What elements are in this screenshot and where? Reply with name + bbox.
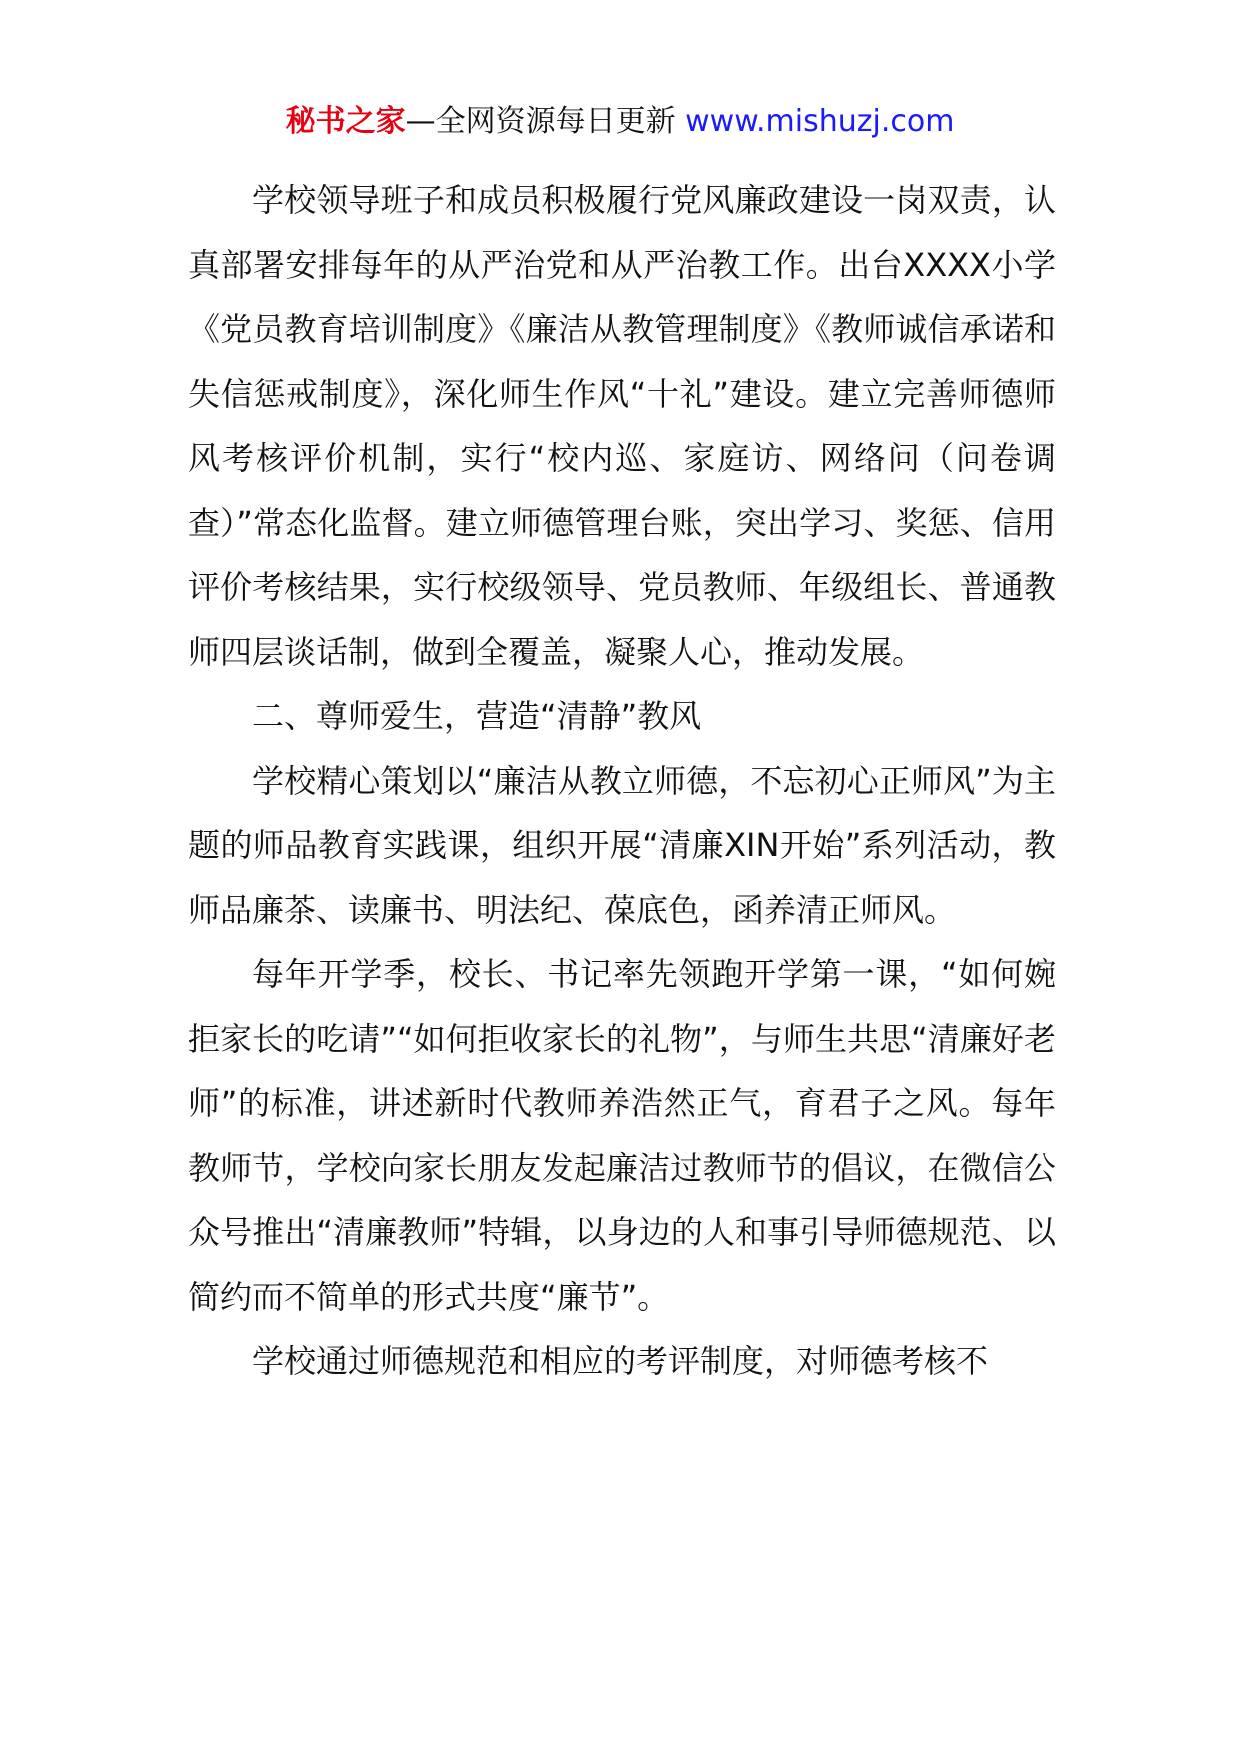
page-header — [0, 100, 1240, 144]
paragraph-evaluation: 学校通过师德规范和相应的考评制度，对师德考核不 — [252, 1342, 989, 1380]
site-brand: 秘书之家 — [285, 104, 406, 139]
paragraph-school-season: 每年开学季，校长、书记率先领跑开学第一课，“如何婉拒家长的吃请”“如何拒收家长的礼物”，与师生共思“清廉好老师”的标准，讲述新时代教师养浩然正气，育君子之风。每年教师节，学校向家长朋友发起廉洁过教师节的倡议，在微信公众号推出“清廉教师”特辑，以身边的人和事引导师德规范、以简约而不简单的形式共度“廉节”。 — [188, 955, 1056, 1316]
paragraph-activities: 学校精心策划以“廉洁从教立师德，不忘初心正师风”为主题的师品教育实践课，组织开展“清廉XIN开始”系列活动，教师品廉茶、读廉书、明法纪、葆底色，函养清正师风。 — [188, 761, 1056, 929]
document-body — [188, 168, 1056, 1394]
section-heading: 二、尊师爱生，营造“清静”教风 — [252, 697, 702, 735]
site-slogan: —全网资源每日更新 — [405, 104, 676, 139]
paragraph-leadership: 学校领导班子和成员积极履行党风廉政建设一岗双责，认真部署安排每年的从严治党和从严治教工作。出台XXXX小学《党员教育培训制度》《廉洁从教管理制度》《教师诚信承诺和失信惩戒制度》，深化师生作风“十礼”建设。建立完善师德师风考核评价机制，实行“校内巡、家庭访、网络问（问卷调查）”常态化监督。建立师德管理台账，突出学习、奖惩、信用评价考核结果，实行校级领导、党员教师、年级组长、普通教师四层谈话制，做到全覆盖，凝聚人心，推动发展。 — [188, 181, 1056, 671]
site-url[interactable]: www.mishuzj.com — [685, 104, 955, 139]
